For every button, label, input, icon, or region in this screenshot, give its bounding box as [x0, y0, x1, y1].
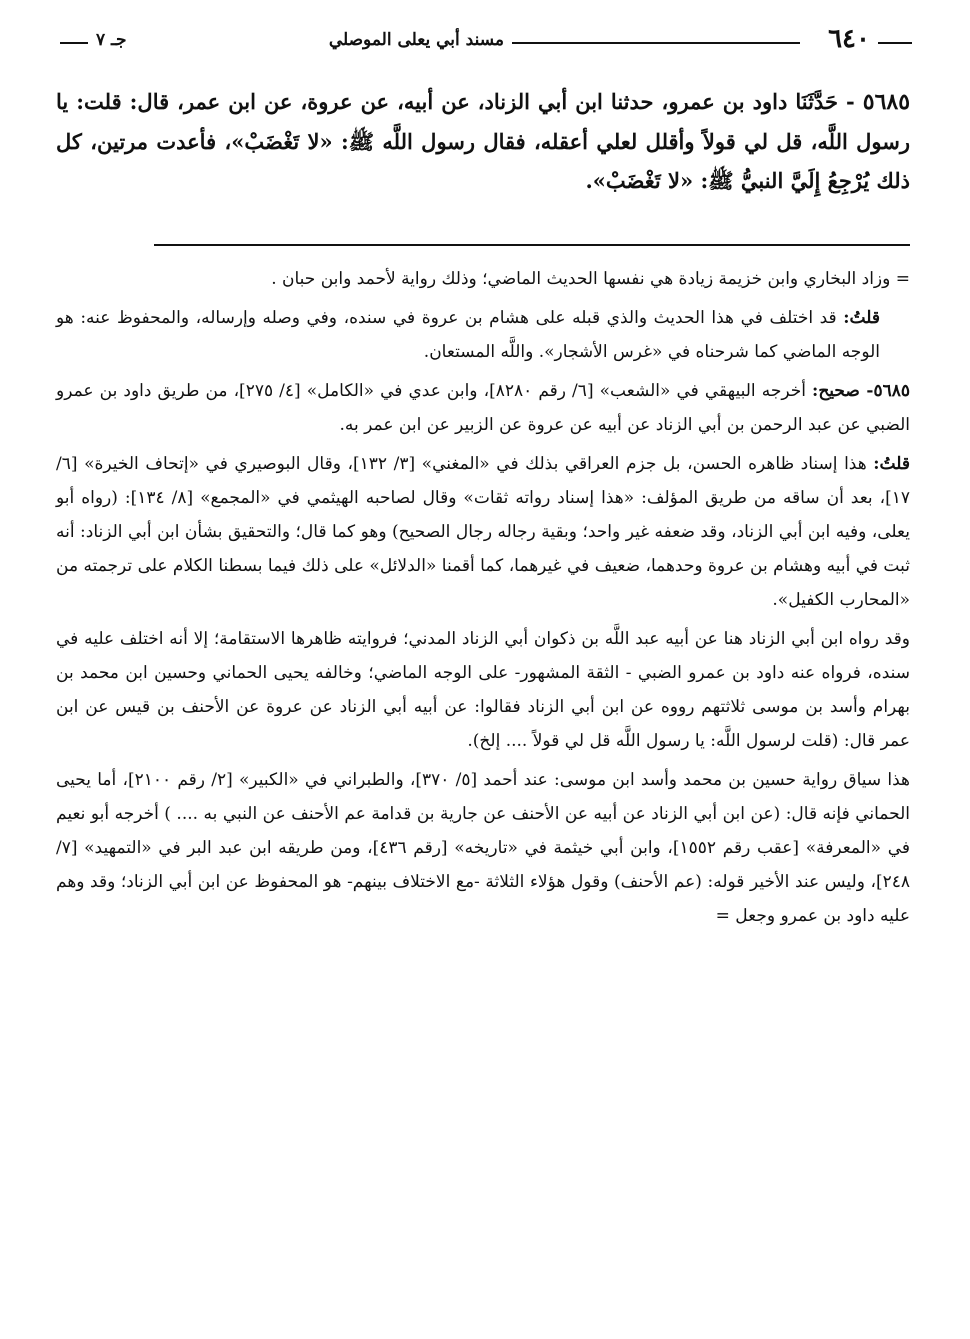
footnote-separator	[154, 244, 910, 246]
header-rule-left	[60, 42, 88, 44]
footnote-takhrij: ٥٦٨٥- صحيح: أخرجه البيهقي في «الشعب» [٦/ رقم ٨٢٨٠]، وابن عدي في «الكامل» [٤/ ٢٧٥]، من طريق داود بن عمرو الضبي عن عبد الرحمن بن أبي الزناد عن أبيه عن عروة عن الزبير عن ابن عمر به.	[56, 381, 911, 435]
footnote-paragraph-5: وقد رواه ابن أبي الزناد هنا عن أبيه عبد اللَّه بن ذكوان أبي الزناد المدني؛ فروايته ظاهرها الاستقامة؛ إلا أنه اختلف عليه في سنده، فرواه عنه داود بن عمرو الضبي - الثقة المشهور- على الوجه الماضي؛ وخالفه يحيى الحماني وحسين ابن محمد بن بهرام وأسد بن موسى ثلاثتهم رووه عن ابن أبي الزناد فقالوا: عن أبيه أبي الزناد عن عروة عن الأحنف بن قيس عن ابن عمر قال: (قلت لرسول اللَّه: يا رسول اللَّه قل لي قولاً .... إلخ).	[56, 629, 910, 751]
footnote-paragraph-6: هذا سياق رواية حسين بن محمد وأسد ابن موسى: عند أحمد [٥/ ٣٧٠]، والطبراني في «الكبير» [٢/ رقم ٢١٠٠]، أما يحيى الحماني فإنه قال: (عن ابن أبي الزناد عن أبيه عن الأحنف عن جارية بن قدامة عم الأحنف عن النبي به .... ) أخرجه أبو نعيم في «المعرفة» [عقب رقم ١٥٥٢]، وابن أبي خيثمة في «تاريخه» [رقم ٤٣٦]، ومن طريقه ابن عبد البر في «التمهيد» [٧/ ٢٤٨]، وليس عند الأخير قوله: (عم الأحنف) وقول هؤلاء الثلاثة -مع الاختلاف بينهم- هو المحفوظ عن ابن أبي الزناد؛ وقد وهم عليه داود بن عمرو وجعل =	[56, 770, 911, 926]
page-header	[60, 22, 912, 62]
volume-label: جـ ٧	[96, 30, 127, 50]
footnote-comment-2: قلتُ: هذا إسناد ظاهره الحسن، بل جزم العراقي بذلك في «المغني» [٣/ ١٣٢]، وقال البوصيري في «إتحاف الخيرة» [٦/ ١٧]، بعد أن ساقه من طريق المؤلف: «هذا إسناد رواته ثقات» وقال لصاحبه الهيثمي في «المجمع» [٨/ ١٣٤]: (رواه أبو يعلى، وفيه ابن أبي الزناد، وقد ضعفه غير واحد؛ وبقية رجاله رجال الصحيح) وهو كما قال؛ والتحقيق بشأن ابن أبي الزناد: أنه ثبت في أبيه وهشام بن عروة وحدهما، ضعيف في غيرهما، كما أقمنا «الدلائل» على ذلك فيما بسطنا الكلام على ترجمته من «المحارب الكفيل».	[56, 454, 911, 610]
header-rule-middle	[512, 42, 800, 44]
footnote-comment-1: قلتُ: قد اختلف في هذا الحديث والذي قبله على هشام بن عروة في سنده، وفي وصله وإرساله، والمحفوظ عنه: هو الوجه الماضي كما شرحناه في «غرس الأشجار». واللَّه المستعان.	[56, 308, 880, 362]
header-rule-right	[878, 42, 912, 44]
footnote-continuation: = وزاد البخاري وابن خزيمة زيادة هي نفسها الحديث الماضي؛ وذلك رواية لأحمد وابن حبان .	[271, 269, 910, 289]
book-title: مسند أبي يعلى الموصلي	[328, 30, 504, 50]
hadith-dash: -	[845, 89, 855, 114]
comment-lead: قلتُ:	[873, 454, 911, 474]
comment-lead: قلتُ:	[843, 308, 880, 328]
hadith-text: حَدَّثَنَا داود بن عمرو، حدثنا ابن أبي الزناد، عن أبيه، عن عروة، عن ابن عمر، قال: قلت: يا رسول اللَّه، قل لي قولاً وأقلل لعلي أعقله، فقال رسول اللَّه ﷺ: «لا تَغْضَبْ»، فأعدت مرتين، كل ذلك يُرْجِعُ إِلَيَّ النبيُّ ﷺ: «لا تَغْضَبْ».	[56, 89, 910, 193]
footnotes-block	[56, 262, 910, 938]
hadith-text-block	[56, 82, 910, 200]
takhrij-lead: ٥٦٨٥- صحيح:	[812, 381, 911, 401]
hadith-number: ٥٦٨٥	[862, 89, 911, 115]
page-number: ٦٤٠	[828, 24, 870, 54]
